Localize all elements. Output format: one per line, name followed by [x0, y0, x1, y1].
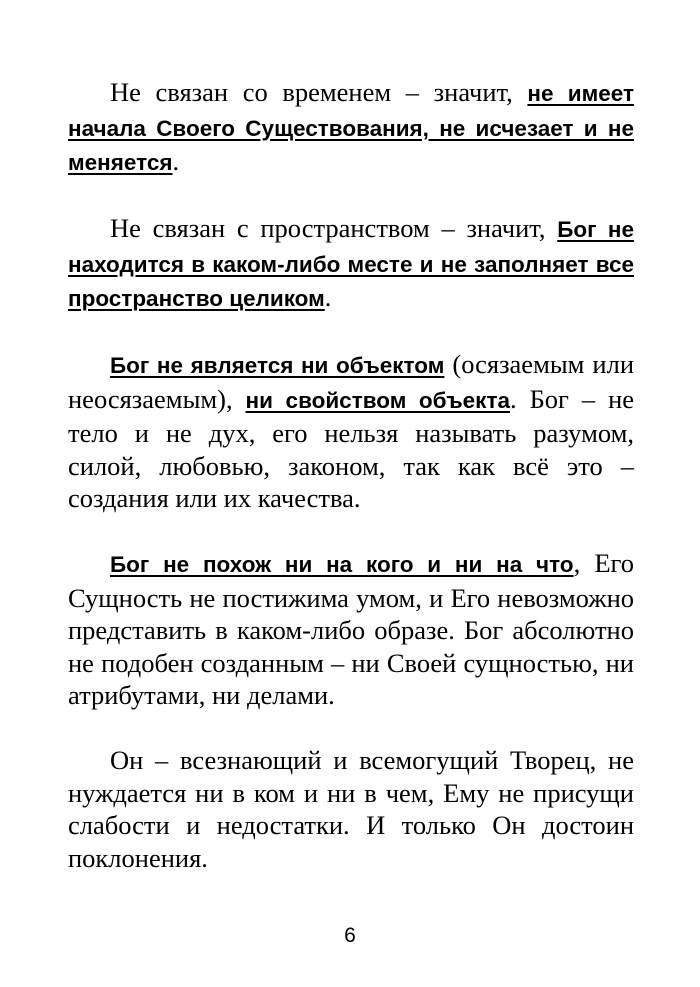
paragraph-text: Не связан со временем – значит,: [110, 77, 528, 107]
emphasized-text: ни свойством объекта: [245, 387, 510, 413]
paragraph-1: [68, 76, 634, 180]
paragraph-4: [68, 547, 634, 712]
page-number: 6: [344, 924, 356, 947]
emphasized-text: Бог не является ни объектом: [110, 353, 445, 378]
emphasized-text: не имеет начала Своего Существования, не исчезает и не меняется: [68, 81, 634, 175]
paragraph-2: [68, 212, 634, 316]
paragraph-text: (осязаемым или неосязаемым),: [68, 349, 635, 414]
paragraph-text: .: [172, 146, 180, 176]
paragraph-5: [68, 744, 634, 874]
paragraph-text: . Бог – не тело и не дух, его нельзя называть разумом, силой, любовью, законом, так как всё это – создания или их качества.: [68, 383, 635, 513]
paragraph-text: Он – всезнающий и всемогущий Творец, не нуждается ни в ком и ни в чем, Ему не присущи слабости и недостатки. И только Он достоин поклонения.: [68, 745, 634, 873]
emphasized-text: Бог не похож ни на кого и ни на что: [110, 552, 574, 577]
paragraph-text: Не связан с пространством – значит,: [110, 213, 558, 243]
paragraph-text: .: [324, 282, 332, 312]
text-column: [68, 76, 634, 874]
paragraph-text: , Его Сущность не постижима умом, и Его невозможно представить в каком-либо образе. Бог абсолютно не подобен созданным – ни Своей сущностью, ни атрибутами, ни делами.: [68, 548, 634, 710]
paragraph-3: [68, 348, 634, 515]
emphasized-text: Бог не находится в каком-либо месте и не заполняет все пространство целиком: [68, 217, 634, 311]
